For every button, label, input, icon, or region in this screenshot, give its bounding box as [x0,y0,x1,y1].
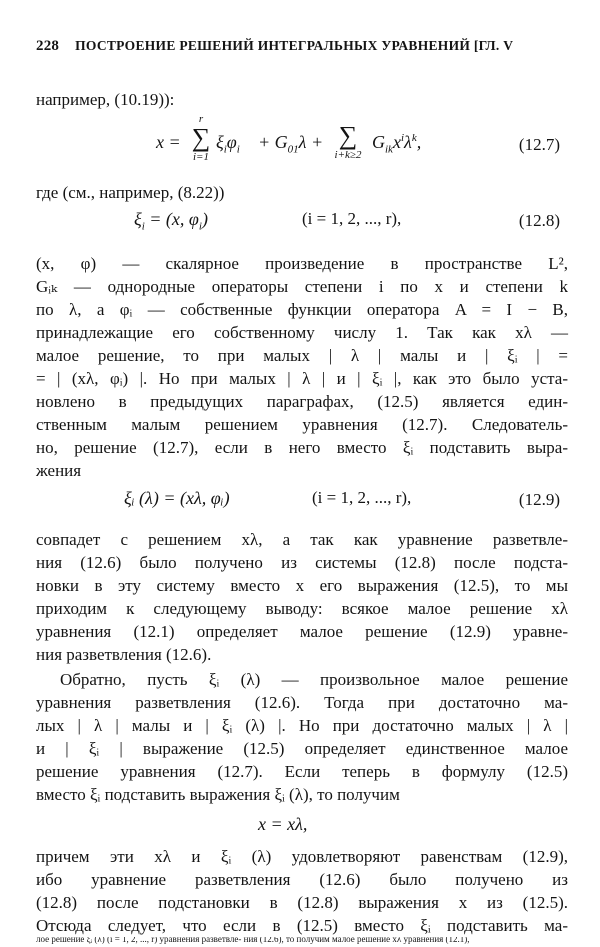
text-line: жения [36,461,82,480]
text-line: Обратно, пусть ξᵢ (λ) — произвольное малое решение [60,670,568,689]
text-line: но, решение (12.7), если в него вместо ξᵢ подставить выра- [36,438,568,457]
page-tail [36,937,568,947]
text-line: совпадет с решением xλ, а так как уравнение разветвле- [36,530,568,549]
text-line: (x, φ) — скалярное произведение в пространстве L², [36,254,568,273]
eq-12-7-sum2 [328,123,368,161]
text-line: лое решение ξᵢ (λ) (i = 1, 2, ..., r) уравнения разветвле- [36,937,242,944]
eq-12-9-range: (i = 1, 2, ..., r), [312,488,412,507]
intro-line: например, (10.19)): [36,90,175,109]
text-line: лых | λ | малы и | ξᵢ (λ) |. Но при достаточно малых | λ | [36,716,568,735]
eq-12-8-formula: $\xi_i = (x$, $\varphi_i$) [134,209,208,233]
text-line: ственным малым решением уравнения (12.7). Следователь- [36,415,568,434]
text-line: уравнения разветвления (12.6). Тогда при достаточно ма- [36,693,568,712]
text-line: приходим к следующему выводу: всякое малое решение xλ [36,599,568,618]
text-line: принадлежащие его собственному числу 1. Так как xλ — [36,323,568,342]
text-line: по λ, а φᵢ — собственные функции оператора A = I − B, [36,300,568,319]
running-title: ПОСТРОЕНИЕ РЕШЕНИЙ ИНТЕГРАЛЬНЫХ УРАВНЕНИЙ [ГЛ. V [75,38,514,53]
text-line: (12.8) после подстановки в (12.8) выражения x из (12.5). [36,893,568,912]
sigma-icon: ∑ [338,121,358,150]
text-line: Gᵢₖ — однородные операторы степени i по x и степени k [36,277,568,296]
eq-12-7-term3: $G_{ik}x^i\lambda^k$, [372,132,422,156]
eq-12-7-sum1 [188,113,214,163]
eq-12-7-term2: + $G_{01}\lambda$ + [258,132,324,156]
text-line: и | ξᵢ | выражение (12.5) определяет единственное малое [36,739,568,758]
text-line: новки в эту систему вместо x его выражения (12.5), то мы [36,576,568,595]
text-line: ибо уравнение разветвления (12.6) было получено из [36,870,568,889]
eq-12-7-term1: $\xi_i\varphi_i$ [216,132,240,156]
equation-x-equals-x-lambda: x = xλ, [258,814,308,834]
text-line: решение уравнения (12.7). Если теперь в формулу (12.5) [36,762,568,781]
text-line: Отсюда следует, что если в (12.5) вместо ξᵢ подставить ма- [36,916,568,935]
sigma-icon: ∑ [191,123,211,152]
running-header [36,38,568,55]
eq-12-7-lhs: x = [156,132,181,152]
sum1-lower: i=1 [193,151,209,163]
eq-12-8-range: (i = 1, 2, ..., r), [302,209,402,228]
text-line: ния разветвления (12.6). [36,645,212,664]
text-line: причем эти xλ и ξᵢ (λ) удовлетворяют равенствам (12.9), [36,847,568,866]
eq-12-9-formula: ξᵢ (λ) = (xλ, φᵢ) [124,488,230,508]
text-line: вместо ξᵢ подставить выражения ξᵢ (λ), то получим [36,785,400,804]
eq-12-9-number: (12.9) [518,490,560,509]
text-line: новлено в предыдущих параграфах, (12.5) является един- [36,392,568,411]
page-number: 228 [36,38,60,54]
eq-12-8-number: (12.8) [518,211,560,230]
text-line: ния (12.6), то получим малое решение xλ уравнения (12.1), [243,937,470,944]
text-line: уравнения (12.1) определяет малое решение (12.9) уравне- [36,622,568,641]
text-line: малое решение, то при малых | λ | малы и | ξᵢ | = [36,346,568,365]
where-line: где (см., например, (8.22)) [36,183,225,202]
text-line: ния (12.6) было получено из системы (12.8) после подста- [36,553,568,572]
sum1-upper: r [198,113,204,125]
sum2-lower: i+k≥2 [334,149,362,161]
eq-12-7-number: (12.7) [518,135,560,154]
text-line: = | (xλ, φᵢ) |. Но при малых | λ | и | ξᵢ |, как это было уста- [36,369,568,388]
